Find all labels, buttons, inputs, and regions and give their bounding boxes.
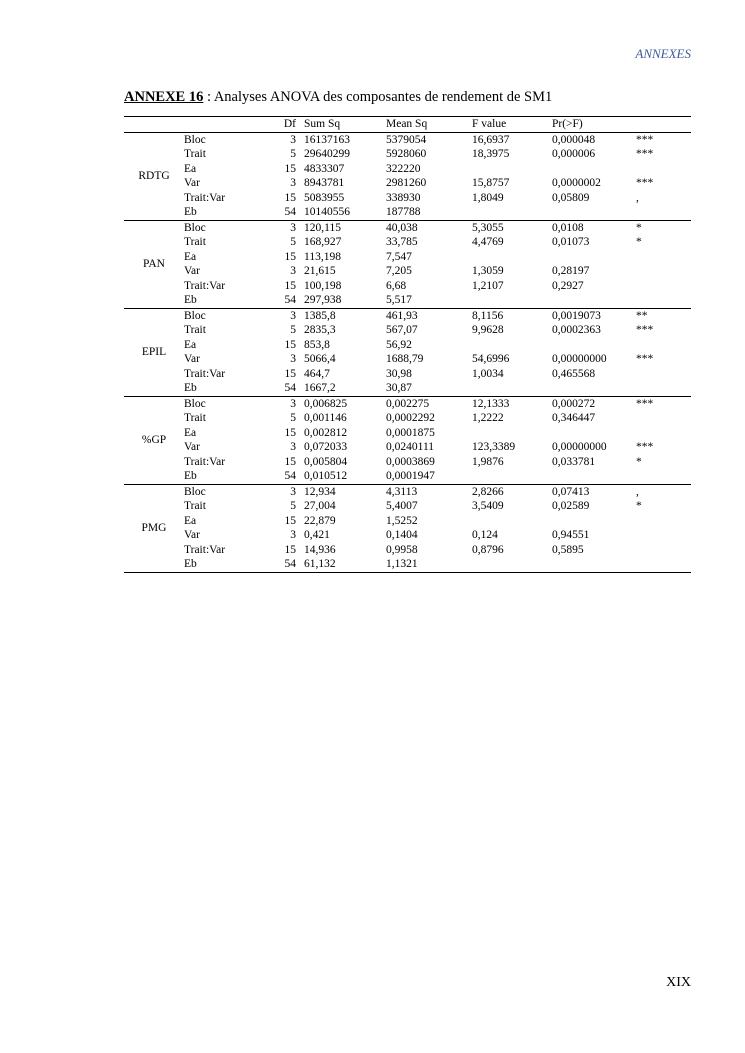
sumsq-cell: 0,421 — [304, 529, 330, 541]
df-cell: 3 — [290, 397, 296, 410]
df-cell: 3 — [290, 221, 296, 234]
pr-cell — [552, 426, 636, 441]
pr-cell: 0,02589 — [552, 500, 590, 512]
pr-cell: 0,0002363 — [552, 324, 601, 336]
fvalue-cell — [472, 338, 552, 353]
source-cell: Bloc — [184, 309, 206, 322]
meansq-cell: 5,517 — [386, 294, 412, 306]
group-gp — [124, 396, 691, 484]
pr-cell: 0,0019073 — [552, 309, 601, 322]
table-row — [124, 220, 691, 235]
df-cell: 15 — [284, 250, 296, 263]
fvalue-cell: 1,9876 — [472, 455, 504, 468]
meansq-cell: 0,002275 — [386, 397, 430, 410]
table-row — [124, 308, 691, 323]
source-cell: Trait:Var — [184, 543, 226, 556]
significance-cell — [636, 426, 691, 441]
significance-cell: *** — [636, 133, 654, 146]
source-cell: Eb — [184, 382, 197, 394]
source-cell: Bloc — [184, 397, 206, 410]
column-header-sumsq: Sum Sq — [304, 118, 341, 130]
running-header: ANNEXES — [635, 46, 691, 61]
sumsq-cell: 0,072033 — [304, 441, 348, 453]
group-rdtg — [124, 132, 691, 220]
column-header-pr: Pr(>F) — [552, 118, 583, 130]
pr-cell: 0,28197 — [552, 265, 590, 277]
sumsq-cell: 4833307 — [304, 162, 345, 175]
fvalue-cell: 0,124 — [472, 529, 498, 541]
fvalue-cell — [472, 162, 552, 177]
anova-table — [124, 116, 691, 573]
pr-cell: 0,000048 — [552, 133, 596, 146]
source-cell: Ea — [184, 250, 197, 263]
sumsq-cell: 0,006825 — [304, 397, 348, 410]
annex-title — [124, 89, 552, 106]
table-row — [124, 205, 691, 220]
df-cell: 3 — [290, 353, 296, 365]
fvalue-cell — [472, 426, 552, 441]
meansq-cell: 461,93 — [386, 309, 418, 322]
pr-cell — [552, 557, 636, 572]
fvalue-cell — [472, 557, 552, 572]
meansq-cell: 1688,79 — [386, 353, 424, 365]
source-cell: Var — [184, 177, 200, 189]
source-cell: Ea — [184, 514, 197, 527]
table-row — [124, 543, 691, 558]
significance-cell — [636, 264, 691, 279]
meansq-cell: 33,785 — [386, 236, 418, 248]
fvalue-cell: 8,1156 — [472, 309, 504, 322]
significance-cell — [636, 514, 691, 529]
table-row — [124, 411, 691, 426]
df-cell: 3 — [290, 529, 296, 541]
column-header — [124, 117, 184, 133]
sumsq-cell: 16137163 — [304, 133, 350, 146]
meansq-cell: 0,0003869 — [386, 455, 435, 468]
fvalue-cell: 54,6996 — [472, 353, 510, 365]
table-header-row — [124, 117, 691, 133]
significance-cell: *** — [636, 397, 654, 410]
significance-cell: * — [636, 455, 642, 468]
df-cell: 15 — [284, 279, 296, 292]
source-cell: Var — [184, 529, 200, 541]
significance-cell — [636, 205, 691, 220]
source-cell: Trait — [184, 412, 206, 424]
df-cell: 5 — [290, 324, 296, 336]
pr-cell: 0,0000002 — [552, 177, 601, 189]
meansq-cell: 4,3113 — [386, 485, 418, 498]
meansq-cell: 30,87 — [386, 382, 412, 394]
meansq-cell: 567,07 — [386, 324, 418, 336]
table-row — [124, 162, 691, 177]
table-row — [124, 514, 691, 529]
source-cell: Eb — [184, 558, 197, 570]
table-row — [124, 557, 691, 572]
df-cell: 54 — [284, 294, 296, 306]
pr-cell — [552, 205, 636, 220]
significance-cell: * — [636, 500, 642, 512]
meansq-cell: 5928060 — [386, 148, 427, 160]
fvalue-cell: 123,3389 — [472, 441, 516, 453]
sumsq-cell: 12,934 — [304, 485, 336, 498]
df-cell: 15 — [284, 191, 296, 204]
df-cell: 15 — [284, 514, 296, 527]
meansq-cell: 0,0002292 — [386, 412, 435, 424]
source-cell: Ea — [184, 426, 197, 439]
df-cell: 3 — [290, 441, 296, 453]
meansq-cell: 7,547 — [386, 250, 412, 263]
table-row — [124, 323, 691, 338]
fvalue-cell — [472, 293, 552, 308]
table-row — [124, 235, 691, 250]
significance-cell — [636, 528, 691, 543]
pr-cell — [552, 514, 636, 529]
fvalue-cell: 2,8266 — [472, 485, 504, 498]
meansq-cell: 6,68 — [386, 279, 407, 292]
fvalue-cell — [472, 514, 552, 529]
fvalue-cell: 1,2107 — [472, 279, 504, 292]
meansq-cell: 5379054 — [386, 133, 427, 146]
sumsq-cell: 0,002812 — [304, 426, 348, 439]
table-row — [124, 455, 691, 470]
sumsq-cell: 0,010512 — [304, 470, 348, 482]
sumsq-cell: 0,001146 — [304, 412, 347, 424]
fvalue-cell — [472, 250, 552, 265]
source-cell: Trait — [184, 236, 206, 248]
variable-label: PAN — [143, 257, 165, 270]
pr-cell: 0,00000000 — [552, 353, 607, 365]
significance-cell — [636, 411, 691, 426]
df-cell: 15 — [284, 426, 296, 439]
df-cell: 5 — [290, 412, 296, 424]
pr-cell: 0,000272 — [552, 397, 596, 410]
table-row — [124, 176, 691, 191]
significance-cell: ** — [636, 309, 648, 322]
source-cell: Bloc — [184, 221, 206, 234]
sumsq-cell: 5066,4 — [304, 353, 336, 365]
pr-cell: 0,07413 — [552, 485, 590, 498]
df-cell: 5 — [290, 500, 296, 512]
source-cell: Ea — [184, 338, 197, 351]
significance-cell — [636, 557, 691, 572]
variable-label: %GP — [141, 433, 167, 446]
fvalue-cell — [472, 205, 552, 220]
meansq-cell: 40,038 — [386, 221, 418, 234]
significance-cell — [636, 279, 691, 294]
table-row — [124, 264, 691, 279]
significance-cell: * — [636, 236, 642, 248]
table-row — [124, 279, 691, 294]
pr-cell: 0,0108 — [552, 221, 584, 234]
table-row — [124, 367, 691, 382]
sumsq-cell: 22,879 — [304, 514, 336, 527]
source-cell: Var — [184, 441, 200, 453]
fvalue-cell: 9,9628 — [472, 324, 504, 336]
pr-cell: 0,01073 — [552, 236, 590, 248]
column-header — [184, 117, 272, 133]
meansq-cell: 0,9958 — [386, 543, 418, 556]
df-cell: 3 — [290, 309, 296, 322]
df-cell: 54 — [284, 206, 296, 218]
table-row — [124, 528, 691, 543]
table-row — [124, 440, 691, 455]
page-number: XIX — [666, 975, 691, 990]
sumsq-cell: 1667,2 — [304, 382, 336, 394]
fvalue-cell — [472, 381, 552, 396]
source-cell: Trait:Var — [184, 191, 226, 204]
source-cell: Trait:Var — [184, 455, 226, 468]
significance-cell: *** — [636, 148, 654, 160]
df-cell: 15 — [284, 455, 296, 468]
significance-cell — [636, 469, 691, 484]
table-row — [124, 352, 691, 367]
variable-label: RDTG — [138, 169, 170, 182]
significance-cell — [636, 162, 691, 177]
sumsq-cell: 1385,8 — [304, 309, 336, 322]
table-row — [124, 293, 691, 308]
meansq-cell: 322220 — [386, 162, 421, 175]
fvalue-cell — [472, 469, 552, 484]
source-cell: Eb — [184, 206, 197, 218]
source-cell: Var — [184, 265, 200, 277]
meansq-cell: 1,5252 — [386, 514, 418, 527]
fvalue-cell: 15,8757 — [472, 177, 510, 189]
meansq-cell: 338930 — [386, 191, 421, 204]
sumsq-cell: 168,927 — [304, 236, 342, 248]
df-cell: 15 — [284, 338, 296, 351]
sumsq-cell: 853,8 — [304, 338, 330, 351]
sumsq-cell: 113,198 — [304, 250, 341, 263]
pr-cell: 0,94551 — [552, 529, 590, 541]
df-cell: 15 — [284, 367, 296, 380]
significance-cell — [636, 543, 691, 558]
table-row — [124, 484, 691, 499]
source-cell: Trait — [184, 324, 206, 336]
fvalue-cell: 4,4769 — [472, 236, 504, 248]
significance-cell: *** — [636, 353, 654, 365]
table-row — [124, 396, 691, 411]
sumsq-cell: 2835,3 — [304, 324, 336, 336]
significance-cell — [636, 250, 691, 265]
fvalue-cell: 16,6937 — [472, 133, 510, 146]
pr-cell — [552, 338, 636, 353]
fvalue-cell: 5,3055 — [472, 221, 504, 234]
sumsq-cell: 0,005804 — [304, 455, 348, 468]
df-cell: 15 — [284, 162, 296, 175]
significance-cell — [636, 381, 691, 396]
column-header-meansq: Mean Sq — [386, 118, 428, 130]
source-cell: Bloc — [184, 133, 206, 146]
sumsq-cell: 21,615 — [304, 265, 336, 277]
pr-cell: 0,05809 — [552, 191, 590, 204]
sumsq-cell: 29640299 — [304, 148, 350, 160]
sumsq-cell: 100,198 — [304, 279, 342, 292]
column-header — [636, 117, 691, 133]
significance-cell — [636, 367, 691, 382]
significance-cell: , — [636, 191, 639, 204]
df-cell: 54 — [284, 558, 296, 570]
fvalue-cell: 12,1333 — [472, 397, 510, 410]
significance-cell: * — [636, 221, 642, 234]
pr-cell — [552, 381, 636, 396]
sumsq-cell: 14,936 — [304, 543, 336, 556]
pr-cell: 0,000006 — [552, 148, 596, 160]
meansq-cell: 56,92 — [386, 338, 412, 351]
significance-cell: *** — [636, 324, 654, 336]
pr-cell — [552, 250, 636, 265]
fvalue-cell: 18,3975 — [472, 148, 510, 160]
meansq-cell: 0,1404 — [386, 529, 418, 541]
meansq-cell: 0,0240111 — [386, 441, 435, 453]
pr-cell: 0,5895 — [552, 543, 584, 556]
df-cell: 3 — [290, 133, 296, 146]
significance-cell: *** — [636, 177, 654, 189]
annex-number: ANNEXE 16 — [124, 89, 204, 105]
source-cell: Eb — [184, 470, 197, 482]
sumsq-cell: 5083955 — [304, 191, 345, 204]
df-cell: 3 — [290, 485, 296, 498]
pr-cell — [552, 162, 636, 177]
sumsq-cell: 27,004 — [304, 500, 336, 512]
source-cell: Trait — [184, 500, 206, 512]
meansq-cell: 30,98 — [386, 367, 412, 380]
df-cell: 5 — [290, 236, 296, 248]
table-row — [124, 426, 691, 441]
pr-cell: 0,465568 — [552, 367, 596, 380]
df-cell: 15 — [284, 543, 296, 556]
significance-cell — [636, 338, 691, 353]
table-row — [124, 250, 691, 265]
source-cell: Eb — [184, 294, 197, 306]
fvalue-cell: 1,2222 — [472, 412, 504, 424]
table-row — [124, 499, 691, 514]
sumsq-cell: 8943781 — [304, 177, 345, 189]
sumsq-cell: 61,132 — [304, 558, 336, 570]
df-cell: 54 — [284, 382, 296, 394]
pr-cell: 0,2927 — [552, 279, 584, 292]
meansq-cell: 7,205 — [386, 265, 412, 277]
fvalue-cell: 1,3059 — [472, 265, 504, 277]
meansq-cell: 2981260 — [386, 177, 427, 189]
source-cell: Ea — [184, 162, 197, 175]
table-row — [124, 147, 691, 162]
sumsq-cell: 120,115 — [304, 221, 341, 234]
sumsq-cell: 10140556 — [304, 206, 350, 218]
source-cell: Trait:Var — [184, 279, 226, 292]
group-pmg — [124, 484, 691, 572]
table-row — [124, 469, 691, 484]
source-cell: Bloc — [184, 485, 206, 498]
df-cell: 3 — [290, 265, 296, 277]
group-pan — [124, 220, 691, 308]
meansq-cell: 1,1321 — [386, 558, 418, 570]
meansq-cell: 5,4007 — [386, 500, 418, 512]
meansq-cell: 0,0001947 — [386, 470, 435, 482]
variable-label: PMG — [141, 521, 167, 534]
table-row — [124, 132, 691, 147]
significance-cell: *** — [636, 441, 654, 453]
df-cell: 3 — [290, 177, 296, 189]
annex-title-text: : Analyses ANOVA des composantes de rendement de SM1 — [203, 89, 553, 105]
fvalue-cell: 3,5409 — [472, 500, 504, 512]
df-cell: 54 — [284, 470, 296, 482]
fvalue-cell: 0,8796 — [472, 543, 504, 556]
sumsq-cell: 297,938 — [304, 294, 342, 306]
source-cell: Trait:Var — [184, 367, 226, 380]
pr-cell: 0,346447 — [552, 412, 596, 424]
fvalue-cell: 1,0034 — [472, 367, 504, 380]
significance-cell — [636, 293, 691, 308]
source-cell: Var — [184, 353, 200, 365]
fvalue-cell: 1,8049 — [472, 191, 504, 204]
table-row — [124, 191, 691, 206]
table-row — [124, 338, 691, 353]
table-row — [124, 381, 691, 396]
column-header-df: Df — [283, 118, 296, 130]
meansq-cell: 187788 — [386, 206, 421, 218]
meansq-cell: 0,0001875 — [386, 426, 435, 439]
sumsq-cell: 464,7 — [304, 367, 330, 380]
pr-cell: 0,033781 — [552, 455, 596, 468]
pr-cell — [552, 293, 636, 308]
group-epil — [124, 308, 691, 396]
variable-label: EPIL — [141, 345, 167, 358]
df-cell: 5 — [290, 148, 296, 160]
significance-cell: , — [636, 485, 639, 498]
column-header-fvalue: F value — [472, 118, 507, 130]
source-cell: Trait — [184, 148, 206, 160]
pr-cell: 0,00000000 — [552, 441, 607, 453]
pr-cell — [552, 469, 636, 484]
